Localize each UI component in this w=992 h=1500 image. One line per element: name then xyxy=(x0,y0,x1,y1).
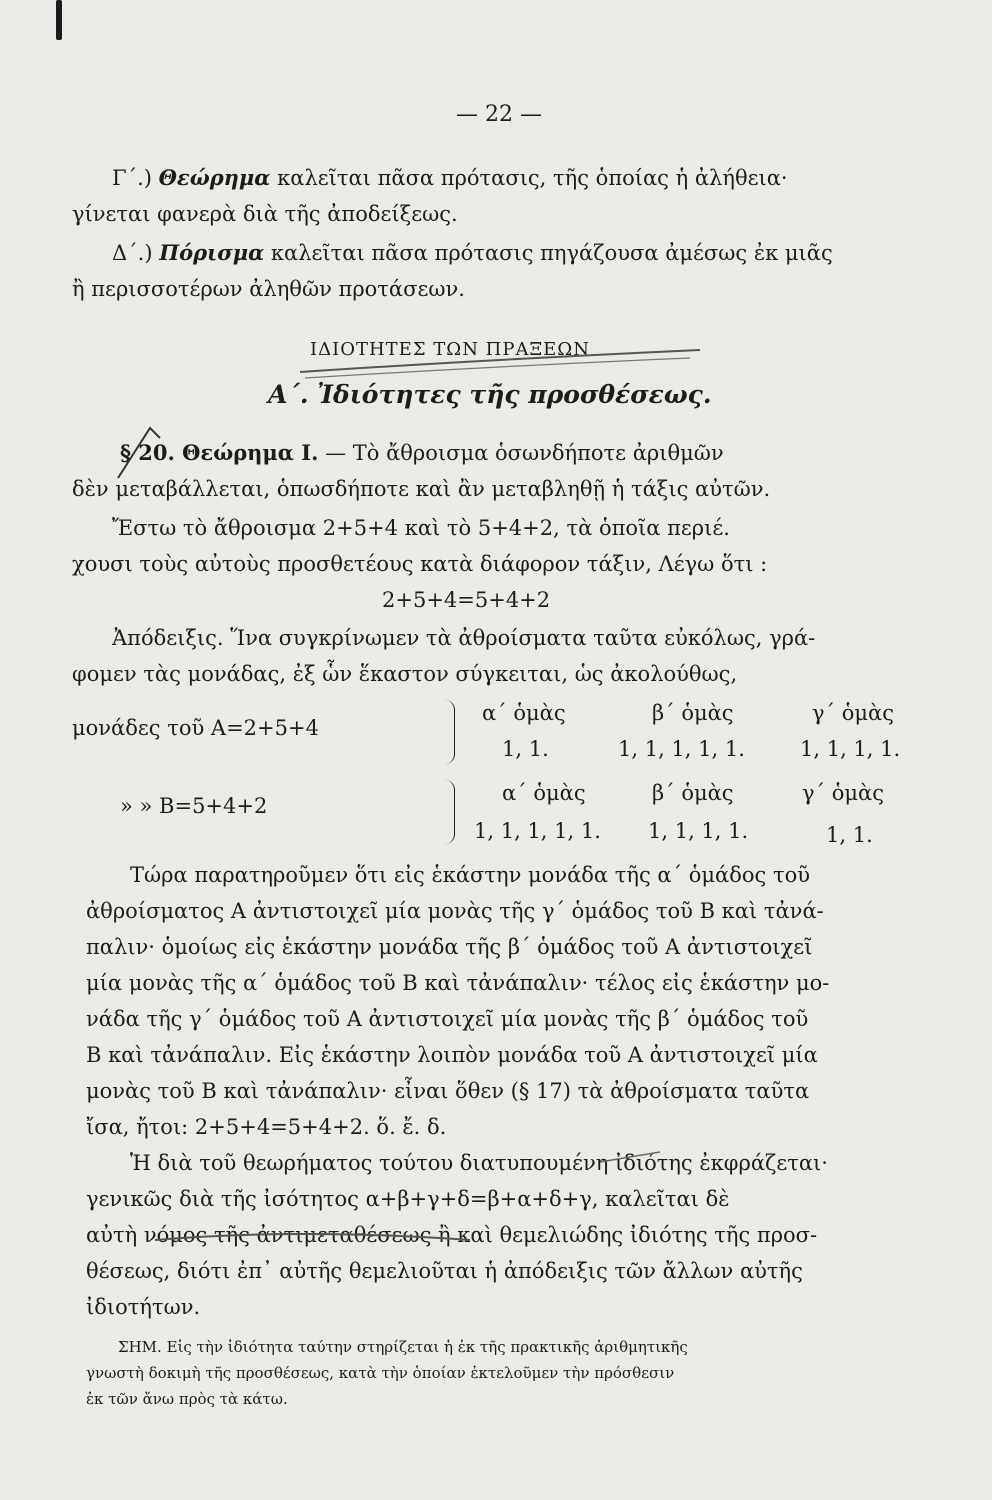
definition-prefix: Δ΄.) xyxy=(112,241,153,265)
definition-text: καλεῖται πᾶσα πρότασις πηγάζουσα ἀμέσως ἐκ μιᾶς xyxy=(270,241,833,265)
paragraph-line: θέσεως, διότι ἐπ᾽ αὐτῆς θεμελιοῦται ἡ ἀπόδειξις τῶν ἄλλων αὐτῆς xyxy=(86,1259,803,1283)
note-line: γνωστὴ δοκιμὴ τῆς προσθέσεως, κατὰ τὴν ὁποίαν ἐκτελοῦμεν τὴν πρόσθεσιν xyxy=(86,1364,675,1382)
paragraph-line: Ἡ διὰ τοῦ θεωρήματος τούτου διατυπουμένη ἰδιότης ἐκφράζεται· xyxy=(130,1151,828,1175)
note-line: ΣΗΜ. Εἰς τὴν ἰδιότητα ταύτην στηρίζεται ἡ ἐκ τῆς πρακτικῆς ἀριθμητικῆς xyxy=(118,1338,688,1356)
paragraph-line: Ἔστω τὸ ἄθροισμα 2+5+4 καὶ τὸ 5+4+2, τὰ ὁποῖα περιέ. xyxy=(112,516,730,540)
paragraph-line: παλιν· ὁμοίως εἰς ἑκάστην μονάδα τῆς β΄ ὁμάδος τοῦ Α ἀντιστοιχεῖ xyxy=(86,935,813,959)
definition-text: καλεῖται πᾶσα πρότασις, τῆς ὁποίας ἡ ἀλήθεια· xyxy=(277,166,788,190)
subsection-heading: Α΄. Ἰδιότητες τῆς προσθέσεως. xyxy=(268,380,712,409)
group-heading: γ΄ ὁμὰς xyxy=(802,781,884,805)
group-units: 1, 1. xyxy=(502,737,549,761)
section-heading: ΙΔΙΟΤΗΤΕΣ ΤΩΝ ΠΡΑΞΕΩΝ xyxy=(310,339,590,360)
definition-prefix: Γ΄.) xyxy=(112,166,152,190)
paragraph-line: μονὰς τοῦ Β καὶ τἀνάπαλιν· εἶναι ὅθεν (§ 17) τὰ ἀθροίσματα ταῦτα xyxy=(86,1079,810,1103)
paragraph-line: ἀθροίσματος Α ἀντιστοιχεῖ μία μονὰς τῆς γ΄ ὁμάδος τοῦ Β καὶ τἀνά- xyxy=(86,899,824,923)
section-label: § 20. Θεώρημα Ι. xyxy=(120,440,319,465)
paragraph-line: Ἀπόδειξις. Ἵνα συγκρίνωμεν τὰ ἀθροίσματα ταῦτα εὐκόλως, γρά- xyxy=(112,626,816,650)
definition-corollary-line2: ἢ περισσοτέρων ἀληθῶν προτάσεων. xyxy=(72,277,465,301)
group-heading: β΄ ὁμὰς xyxy=(652,781,734,805)
equation: 2+5+4=5+4+2 xyxy=(382,588,551,612)
brace xyxy=(440,780,455,844)
group-heading: γ΄ ὁμὰς xyxy=(812,701,894,725)
paragraph-line: Τώρα παρατηροῦμεν ὅτι εἰς ἑκάστην μονάδα τῆς α΄ ὁμάδος τοῦ xyxy=(130,863,810,887)
paragraph-line: φομεν τὰς μονάδας, ἐξ ὧν ἕκαστον σύγκειται, ὡς ἀκολούθως, xyxy=(72,662,738,686)
term-corollary: Πόρισμα xyxy=(159,240,265,265)
paragraph-line: ἴσα, ἤτοι: 2+5+4=5+4+2. ὅ. ἔ. δ. xyxy=(86,1115,447,1139)
brace xyxy=(440,700,455,764)
paragraph-line: μία μονὰς τῆς α΄ ὁμάδος τοῦ Β καὶ τἀνάπαλιν· τέλος εἰς ἑκάστην μο- xyxy=(86,971,830,995)
term-theorem: Θεώρημα xyxy=(158,165,271,190)
units-row-a-label: μονάδες τοῦ Α=2+5+4 xyxy=(72,716,319,740)
definition-corollary-line1 xyxy=(112,240,833,266)
theorem-statement-line1 xyxy=(120,440,724,466)
paragraph-line: γενικῶς διὰ τῆς ἰσότητος α+β+γ+δ=β+α+δ+γ, καλεῖται δὲ xyxy=(86,1187,730,1211)
group-units: 1, 1, 1, 1. xyxy=(800,737,901,761)
group-units: 1, 1. xyxy=(826,823,873,847)
theorem-statement-line2: δὲν μεταβάλλεται, ὁπωσδήποτε καὶ ἂν μεταβληθῇ ἡ τάξις αὐτῶν. xyxy=(72,477,771,501)
group-heading: β΄ ὁμὰς xyxy=(652,701,734,725)
page-number: — 22 — xyxy=(456,102,542,127)
paragraph-line: νάδα τῆς γ΄ ὁμάδος τοῦ Α ἀντιστοιχεῖ μία μονὰς τῆς β΄ ὁμάδος τοῦ xyxy=(86,1007,809,1031)
definition-theorem-line2: γίνεται φανερὰ διὰ τῆς ἀποδείξεως. xyxy=(72,202,458,226)
definition-theorem-line1 xyxy=(112,165,788,191)
note-line: ἐκ τῶν ἄνω πρὸς τὰ κάτω. xyxy=(86,1390,288,1408)
units-row-b-label: » » Β=5+4+2 xyxy=(120,794,268,818)
group-heading: α΄ ὁμὰς xyxy=(482,701,566,725)
group-units: 1, 1, 1, 1, 1. xyxy=(618,737,745,761)
group-units: 1, 1, 1, 1. xyxy=(648,819,749,843)
paragraph-line: χουσι τοὺς αὐτοὺς προσθετέους κατὰ διάφορον τάξιν, Λέγω ὅτι : xyxy=(72,552,768,576)
group-heading: α΄ ὁμὰς xyxy=(502,781,586,805)
paragraph-line: αὐτὴ νόμος τῆς ἀντιμεταθέσεως ἢ καὶ θεμελιώδης ἰδιότης τῆς προσ- xyxy=(86,1223,818,1247)
theorem-text: — Τὸ ἄθροισμα ὁσωνδήποτε ἀριθμῶν xyxy=(325,441,724,465)
group-units: 1, 1, 1, 1, 1. xyxy=(474,819,601,843)
paragraph-line: ἰδιοτήτων. xyxy=(86,1295,201,1319)
binding-mark xyxy=(56,0,62,40)
paragraph-line: Β καὶ τἀνάπαλιν. Εἰς ἑκάστην λοιπὸν μονάδα τοῦ Α ἀντιστοιχεῖ μία xyxy=(86,1043,818,1067)
